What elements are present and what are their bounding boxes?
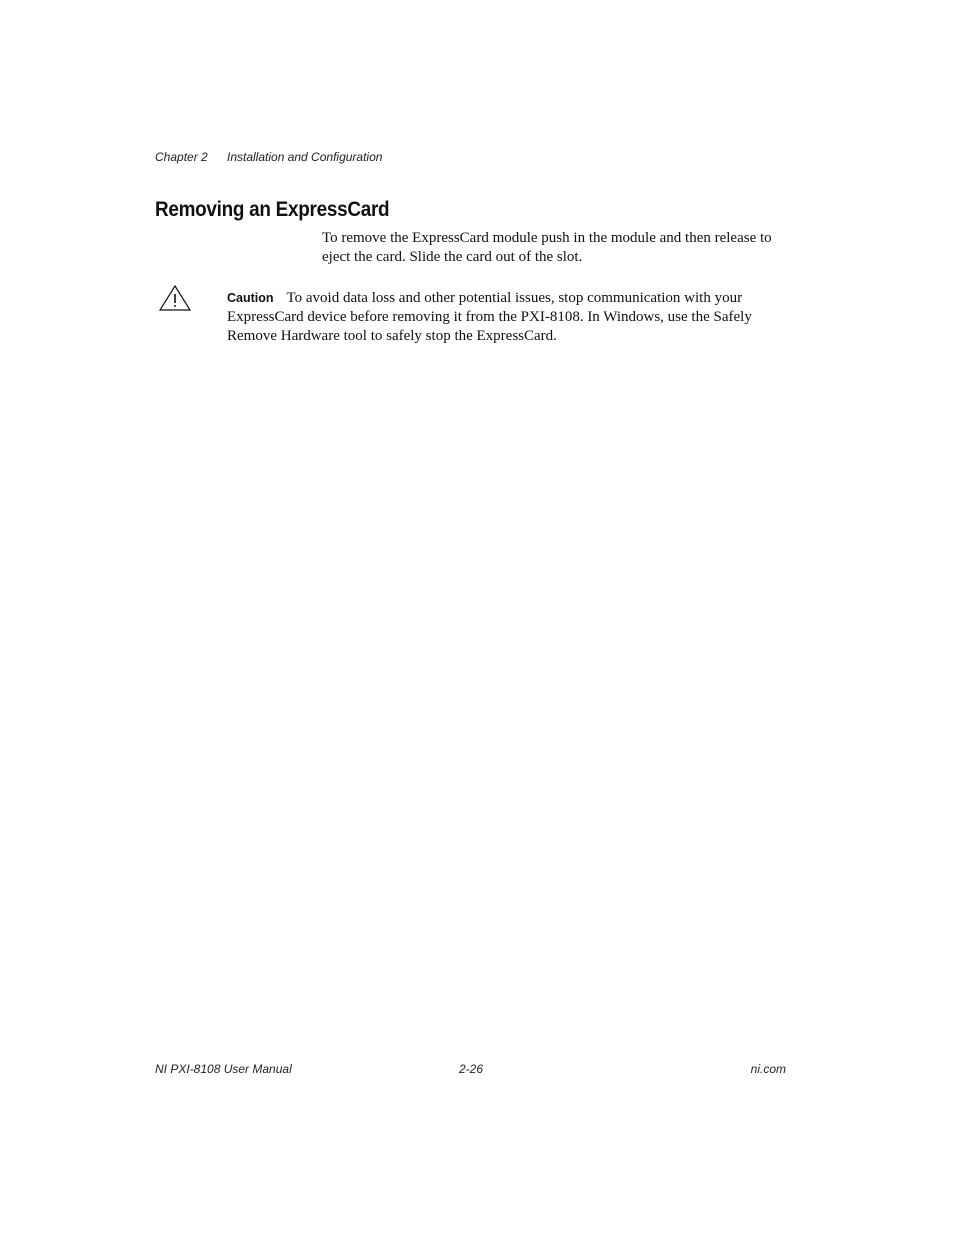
caution-note (227, 289, 792, 346)
footer-page-number: 2-26 (459, 1062, 484, 1076)
section-title: Removing an ExpressCard (155, 198, 390, 221)
chapter-label: Chapter 2 (155, 150, 208, 164)
footer-manual-title: NI PXI-8108 User Manual (155, 1062, 292, 1076)
caution-label: Caution (227, 291, 274, 305)
caution-text: To avoid data loss and other potential issues, stop communication with your ExpressCard device before removing it from the PXI-8108. In Windows, use the Safely Remove Hardware tool to safely stop the ExpressCard. (227, 290, 752, 344)
body-paragraph: To remove the ExpressCard module push in the module and then release to eject the card. Slide the card out of the slot. (322, 230, 772, 265)
chapter-title: Installation and Configuration (227, 150, 383, 164)
footer-website: ni.com (750, 1062, 786, 1076)
running-header (155, 150, 382, 164)
warning-triangle-icon (158, 284, 192, 312)
